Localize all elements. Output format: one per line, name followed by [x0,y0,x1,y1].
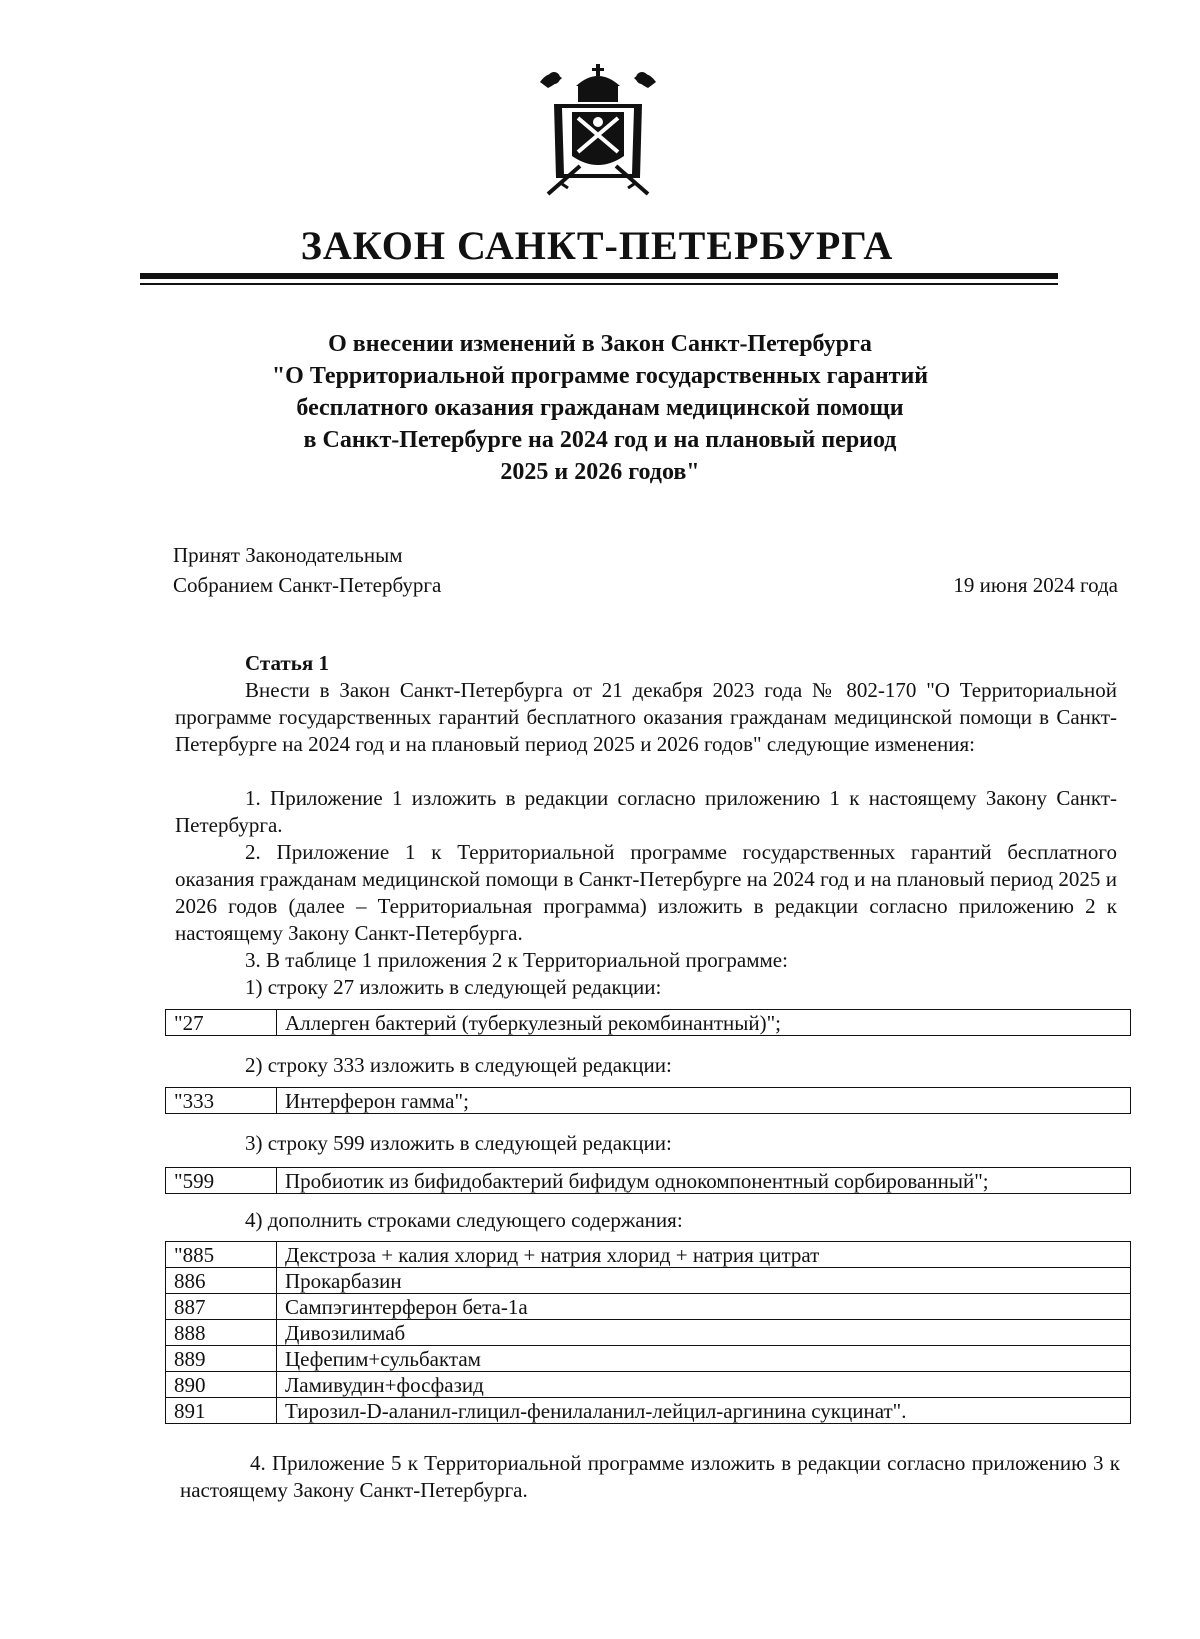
row-text: Пробиотик из бифидобактерий бифидум однокомпонентный сорбированный"; [277,1168,1131,1194]
row-text: Интерферон гамма"; [277,1088,1131,1114]
table-row [166,1372,1131,1398]
table-row [166,1346,1131,1372]
row-27-table [165,1009,1131,1036]
row-number: "27 [166,1010,277,1036]
row-number: "885 [166,1242,277,1268]
new-rows-table [165,1241,1131,1424]
subtitle-line: "О Территориальной программе государственных гарантий [271,363,929,389]
item-3: 3. В таблице 1 приложения 2 к Территориальной программе: [245,948,788,972]
item-2: 2. Приложение 1 к Территориальной программе государственных гарантий бесплатного оказания гражданам медицинской помощи в Санкт-Петербурге на 2024 год и на плановый период 2025 и 2026 годов (далее – Территориальная программа) изложить в редакции согласно приложению 2 к настоящему Закону Санкт-Петербурга. [175,840,1117,945]
law-subtitle [150,328,1050,488]
sub-item-2: 2) строку 333 изложить в следующей редакции: [245,1053,672,1077]
adopted-line: Принят Законодательным [173,543,403,567]
item-1: 1. Приложение 1 изложить в редакции согласно приложению 1 к настоящему Закону Санкт-Петербурга. [175,786,1117,837]
coat-of-arms-icon [528,62,668,200]
sub-item-4: 4) дополнить строками следующего содержания: [245,1208,683,1232]
row-599-table [165,1167,1131,1194]
row-text: Сампэгинтерферон бета-1а [277,1294,1131,1320]
row-number: "333 [166,1088,277,1114]
subtitle-line: бесплатного оказания гражданам медицинской помощи [296,395,904,421]
row-number: 890 [166,1372,277,1398]
table-row [166,1088,1131,1114]
law-title: ЗАКОН САНКТ-ПЕТЕРБУРГА [300,223,894,268]
row-text: Дивозилимаб [277,1320,1131,1346]
row-number: 889 [166,1346,277,1372]
item-4: 4. Приложение 5 к Территориальной программе изложить в редакции согласно приложению 3 к настоящему Закону Санкт-Петербурга. [180,1451,1120,1502]
table-row [166,1010,1131,1036]
intro-paragraph: Внести в Закон Санкт-Петербурга от 21 декабря 2023 года № 802-170 "О Территориальной программе государственных гарантий бесплатного оказания гражданам медицинской помощи в Санкт-Петербурге на 2024 год и на плановый период 2025 и 2026 годов" следующие изменения: [175,678,1117,756]
subtitle-line: О внесении изменений в Закон Санкт-Петербурга [328,331,872,357]
row-number: 887 [166,1294,277,1320]
table-row [166,1320,1131,1346]
row-333-table [165,1087,1131,1114]
row-text: Тирозил-D-аланил-глицил-фенилаланил-лейцил-аргинина сукцинат". [277,1398,1131,1424]
row-number: 886 [166,1268,277,1294]
article-heading: Статья 1 [245,651,329,675]
sub-item-1: 1) строку 27 изложить в следующей редакции: [245,975,662,999]
row-text: Ламивудин+фосфазид [277,1372,1131,1398]
row-number: 891 [166,1398,277,1424]
row-text: Декстроза + калия хлорид + натрия хлорид + натрия цитрат [277,1242,1131,1268]
adopted-date: 19 июня 2024 года [953,573,1118,597]
row-text: Аллерген бактерий (туберкулезный рекомбинантный)"; [277,1010,1131,1036]
table-row [166,1398,1131,1424]
row-text: Прокарбазин [277,1268,1131,1294]
adopted-line: Собранием Санкт-Петербурга [173,573,442,597]
row-text: Цефепим+сульбактам [277,1346,1131,1372]
adopted-by [173,540,441,600]
table-row [166,1242,1131,1268]
row-number: 888 [166,1320,277,1346]
table-row [166,1168,1131,1194]
table-row [166,1294,1131,1320]
row-number: "599 [166,1168,277,1194]
subtitle-line: 2025 и 2026 годов" [500,459,700,485]
title-rule-thick [140,273,1058,279]
subtitle-line: в Санкт-Петербурге на 2024 год и на плановый период [303,427,897,453]
table-row [166,1268,1131,1294]
title-rule-thin [140,283,1058,285]
sub-item-3: 3) строку 599 изложить в следующей редакции: [245,1131,672,1155]
